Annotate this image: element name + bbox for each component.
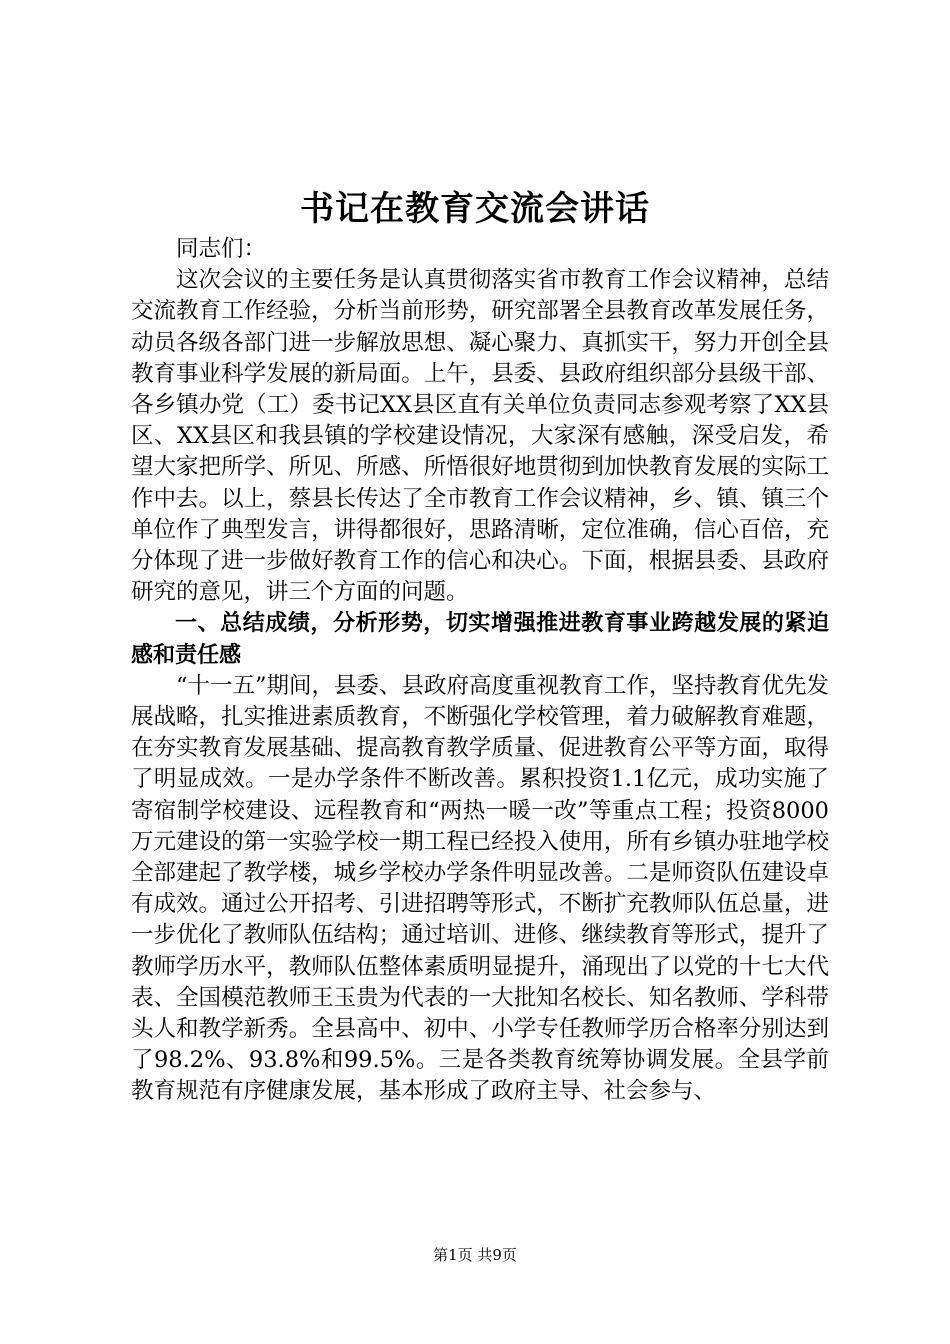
salutation: 同志们： (176, 236, 267, 262)
section-paragraph: “十一五”期间，县委、县政府高度重视教育工作，坚持教育优先发展战略，扎实推进素质教育，不断强化学校管理，着力破解教育难题，在夯实教育发展基础、提高教育教学质量、促进教育公平等方面，取得了明显成效。一是办学条件不断改善。累积投资1.1亿元，成功实施了寄宿制学校建设、远程教育和“两热一暖一改”等重点工程；投资8000万元建设的第一实验学校一期工程已经投入使用，所有乡镇办驻地学校全部建起了教学楼，城乡学校办学条件明显改善。二是师资队伍建设卓有成效。通过公开招考、引进招聘等形式，不断扩充教师队伍总量，进一步优化了教师队伍结构；通过培训、进修、继续教育等形式，提升了教师学历水平，教师队伍整体素质明显提升，涌现出了以党的十七大代表、全国模范教师王玉贵为代表的一大批知名校长、知名教师、学科带头人和教学新秀。全县高中、初中、小学专任教师学历合格率分别达到了98.2%、93.8%和99.5%。三是各类教育统筹协调发展。全县学前教育规范有序健康发展，基本形成了政府主导、社会参与、 (131, 672, 830, 1105)
section-heading: 一、总结成绩，分析形势，切实增强推进教育事业跨越发展的紧迫感和责任感 (131, 611, 829, 668)
document-body (131, 234, 829, 1108)
page-footer: 第1页 共9页 (433, 1246, 517, 1264)
intro-paragraph: 这次会议的主要任务是认真贯彻落实省市教育工作会议精神，总结交流教育工作经验，分析当前形势，研究部署全县教育改革发展任务，动员各级各部门进一步解放思想、凝心聚力、真抓实干，努力开创全县教育事业科学发展的新局面。上午，县委、县政府组织部分县级干部、各乡镇办党（工）委书记XX县区直有关单位负责同志参观考察了XX县区、XX县区和我县镇的学校建设情况，大家深有感触，深受启发，希望大家把所学、所见、所感、所悟很好地贯彻到加快教育发展的实际工作中去。以上，蔡县长传达了全市教育工作会议精神，乡、镇、镇三个单位作了典型发言，讲得都很好，思路清晰，定位准确，信心百倍，充分体现了进一步做好教育工作的信心和决心。下面，根据县委、县政府研究的意见，讲三个方面的问题。 (131, 267, 829, 606)
document-title: 书记在教育交流会讲话 (300, 189, 650, 229)
